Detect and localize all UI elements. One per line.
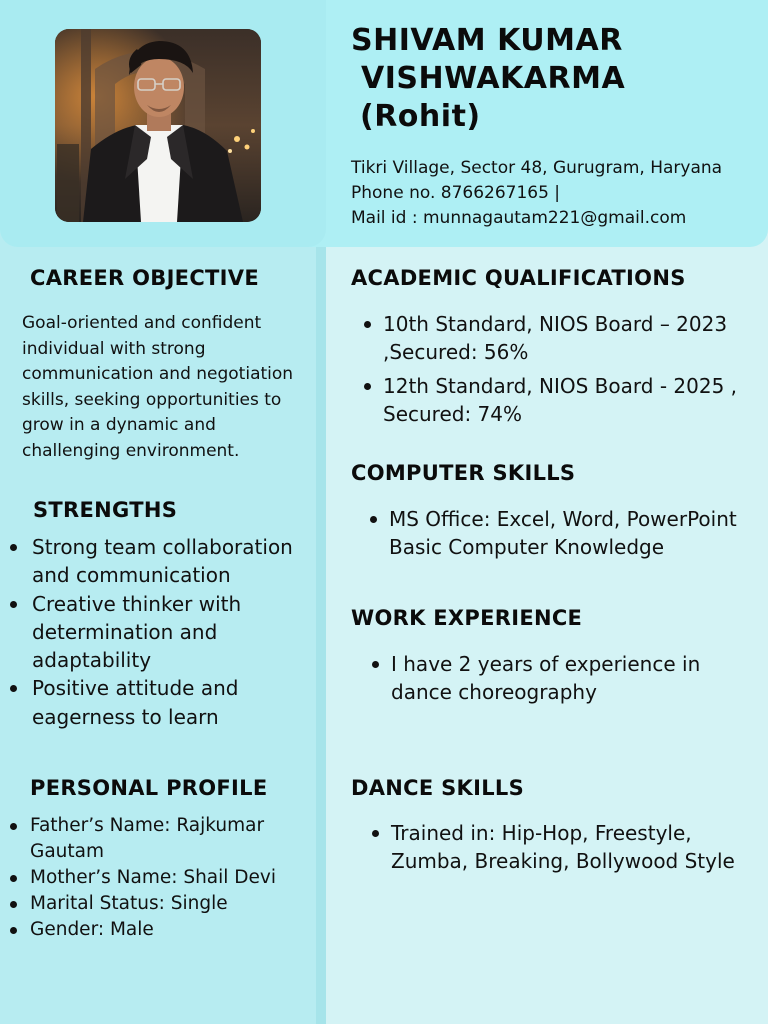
list-item (8, 590, 318, 675)
academic-list (362, 310, 762, 433)
strengths-heading: STRENGTHS (33, 498, 178, 522)
bullet-icon (10, 601, 17, 608)
strength-text: Strong team collaboration and communication (32, 535, 293, 588)
bullet-icon (364, 321, 371, 328)
strength-text: Creative thinker with determination and adaptability (32, 591, 242, 673)
career-objective-heading: CAREER OBJECTIVE (30, 266, 259, 290)
bullet-icon (10, 823, 17, 830)
list-item (370, 819, 765, 876)
email: Mail id : munnagautam221@gmail.com (351, 208, 687, 228)
profile-text: Father’s Name: Rajkumar Gautam (30, 815, 265, 862)
profile-photo (55, 29, 261, 222)
phone: Phone no. 8766267165 | (351, 183, 561, 203)
list-item (362, 310, 762, 367)
bullet-icon (10, 544, 17, 551)
list-item (8, 674, 318, 731)
profile-text: Marital Status: Single (30, 893, 228, 914)
list-item (362, 372, 762, 429)
bullet-icon (372, 661, 379, 668)
list-item (8, 533, 318, 590)
address: Tikri Village, Sector 48, Gurugram, Haryana (351, 158, 723, 178)
bullet-icon (10, 901, 17, 908)
profile-text: Gender: Male (30, 919, 154, 940)
list-item (8, 891, 313, 917)
list-item (370, 650, 765, 707)
work-experience-heading: WORK EXPERIENCE (351, 606, 583, 630)
list-item (8, 865, 313, 891)
name-line-3: (Rohit) (360, 99, 481, 134)
profile-text: Mother’s Name: Shail Devi (30, 867, 277, 888)
name-line-2: VISHWAKARMA (361, 61, 626, 96)
personal-profile-list (8, 813, 313, 943)
bullet-icon (10, 927, 17, 934)
work-experience-list (370, 650, 765, 707)
bullet-icon (370, 516, 377, 523)
list-item (8, 917, 313, 943)
bullet-icon (364, 383, 371, 390)
computer-skills-heading: COMPUTER SKILLS (351, 461, 576, 485)
dance-text: Trained in: Hip-Hop, Freestyle, Zumba, Breaking, Bollywood Style (391, 821, 735, 874)
profile-photo-illustration (55, 29, 261, 222)
dance-skills-heading: DANCE SKILLS (351, 776, 525, 800)
bullet-icon (10, 685, 17, 692)
career-objective-text: Goal-oriented and confident individual with strong communication and negotiation skills, seeking opportunities to grow in a dynamic and challenging environment. (22, 313, 294, 461)
list-item (8, 813, 313, 865)
work-text: I have 2 years of experience in dance choreography (391, 652, 701, 705)
list-item (368, 505, 766, 562)
bullet-icon (372, 830, 379, 837)
candidate-name (351, 22, 751, 136)
computer-skills-list (368, 505, 766, 562)
computer-skill-text: MS Office: Excel, Word, PowerPoint Basic Computer Knowledge (389, 507, 737, 560)
strength-text: Positive attitude and eagerness to learn (32, 676, 239, 729)
bullet-icon (10, 875, 17, 882)
academic-qualifications-heading: ACADEMIC QUALIFICATIONS (351, 266, 686, 290)
academic-text: 12th Standard, NIOS Board - 2025 , Secured: 74% (383, 373, 738, 426)
academic-text: 10th Standard, NIOS Board – 2023 ,Secured: 56% (383, 312, 728, 365)
strengths-list (8, 533, 318, 731)
name-line-1: SHIVAM KUMAR (351, 23, 623, 58)
dance-skills-list (370, 819, 765, 876)
contact-block (351, 156, 766, 231)
personal-profile-heading: PERSONAL PROFILE (30, 776, 268, 800)
